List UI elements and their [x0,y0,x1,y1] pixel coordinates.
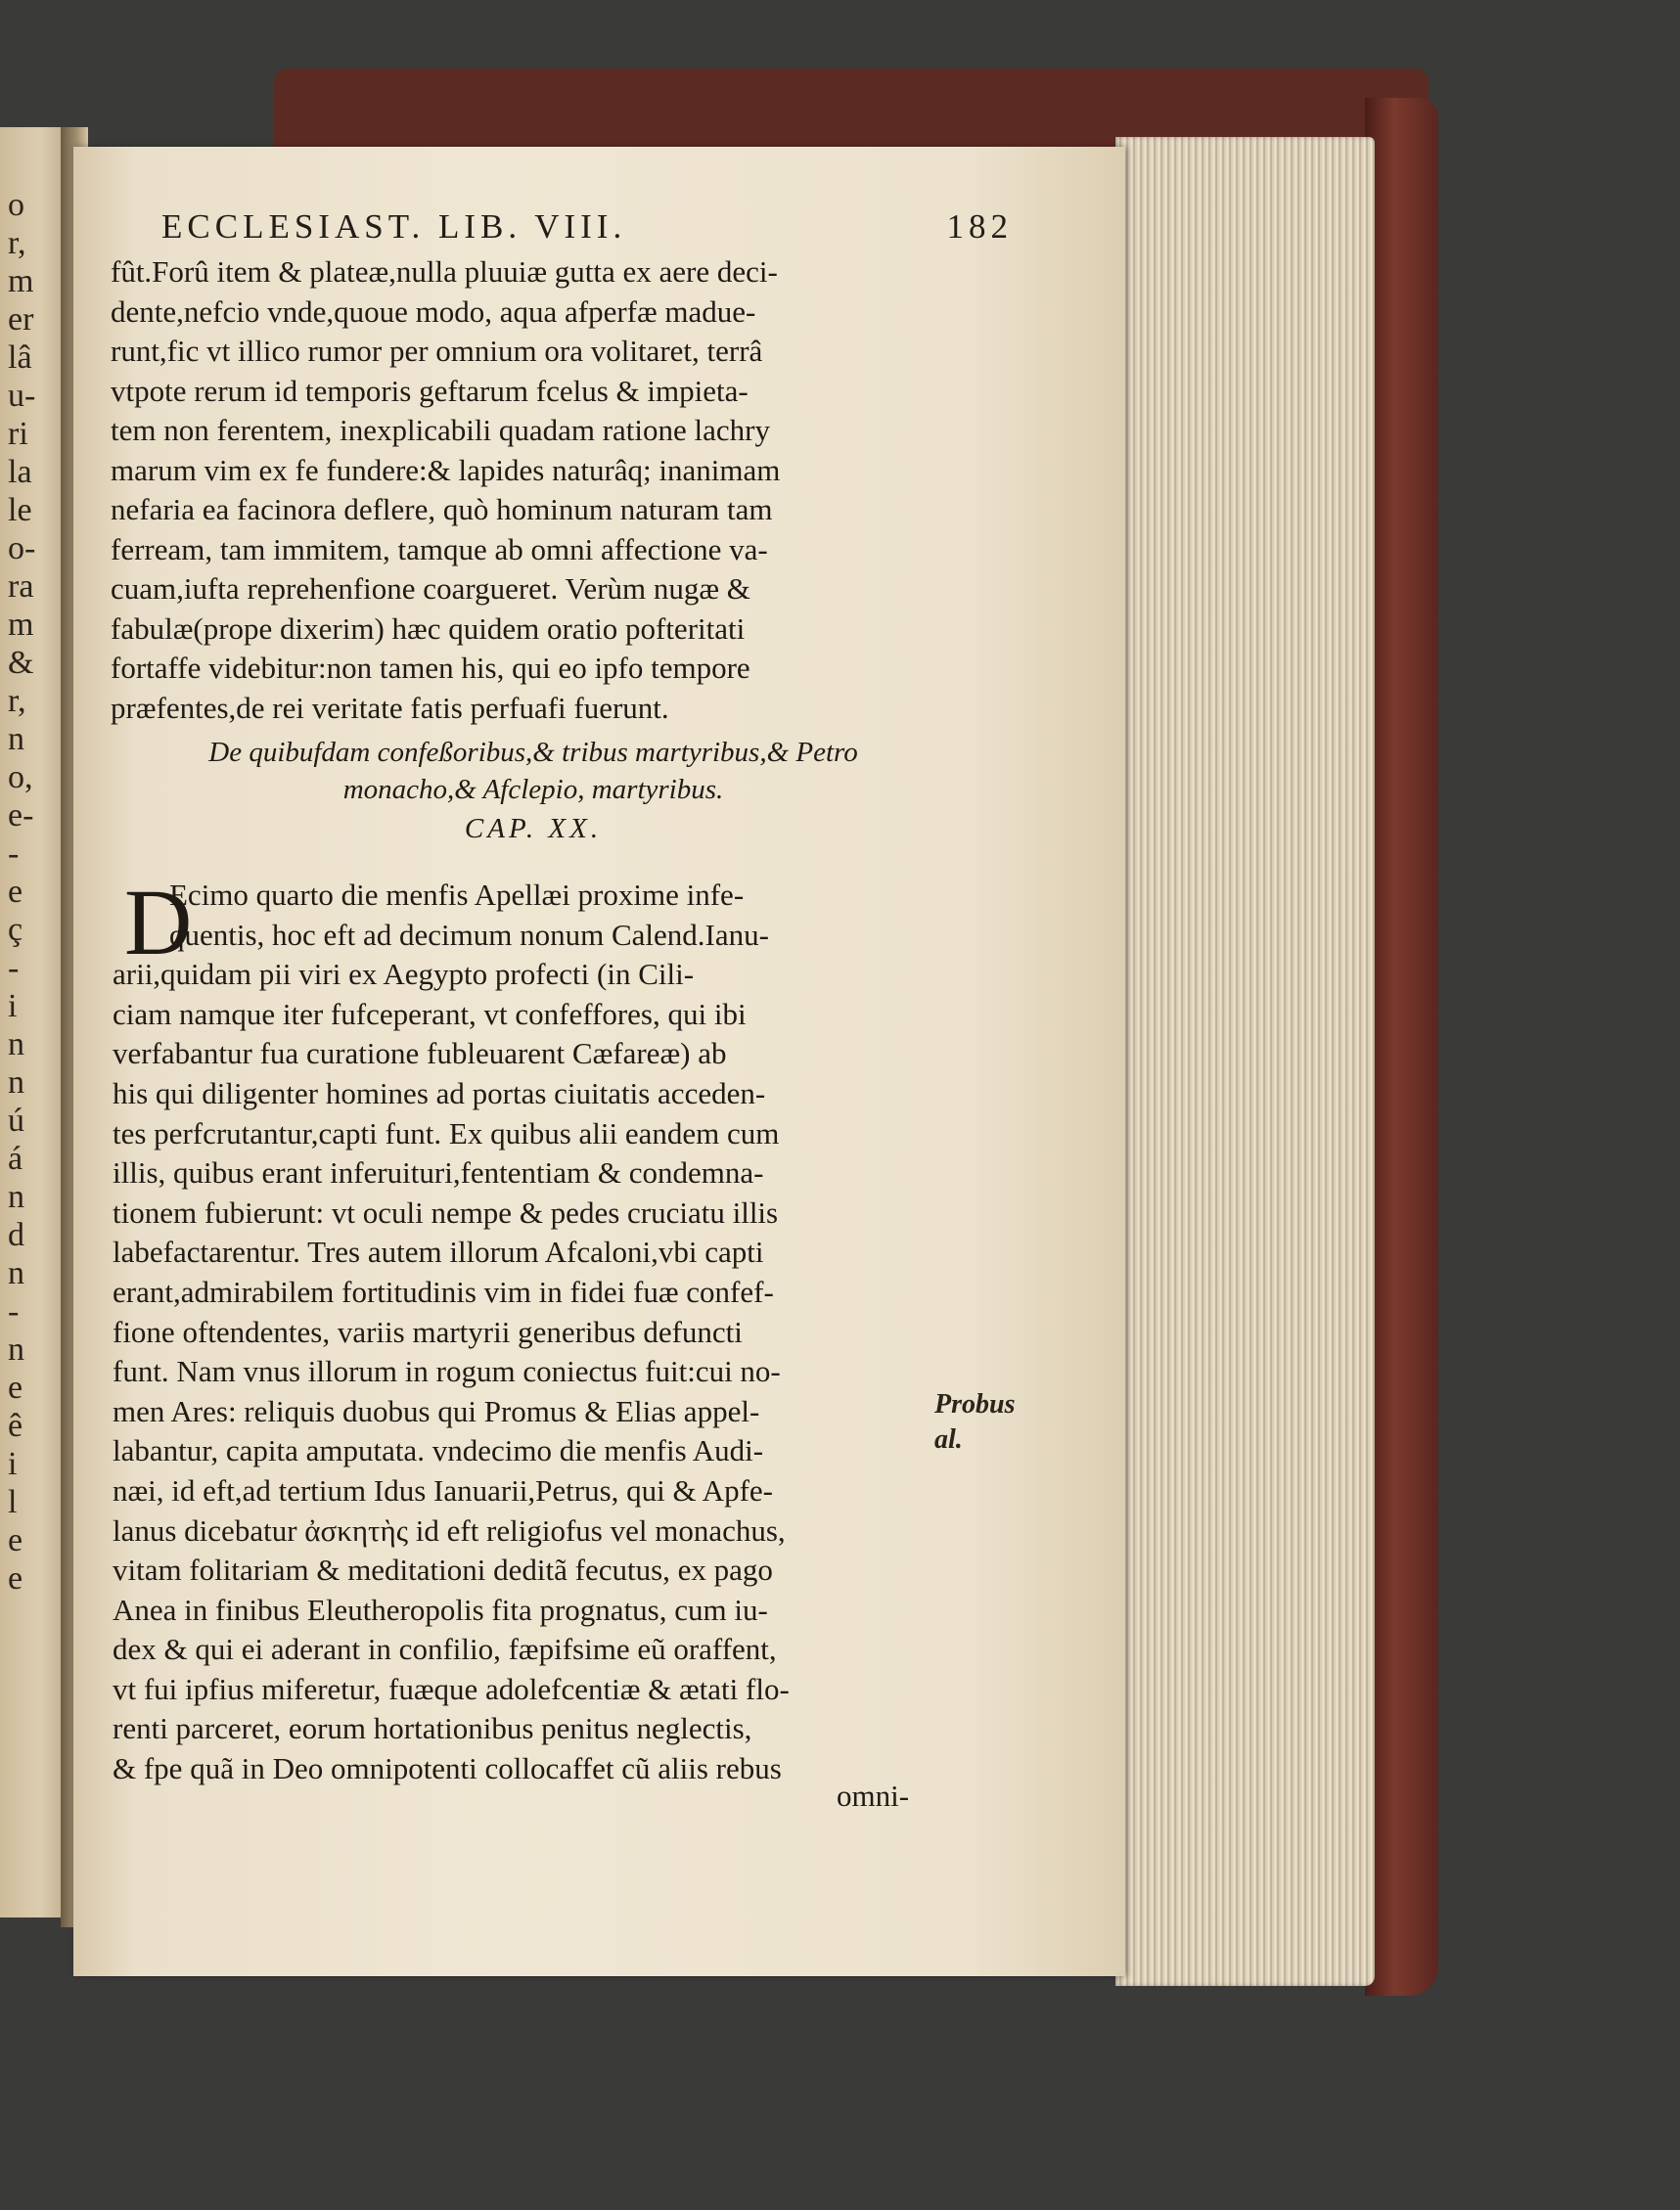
text-line: vitam folitariam & meditationi deditã fecutus, ex pago [113,1553,773,1588]
facing-page-text-fragment: le [8,492,32,528]
book-cover-top [274,68,1429,147]
facing-page-text-fragment: o [8,187,24,223]
text-line: fût.Forû item & plateæ,nulla pluuiæ gutta ex aere deci- [111,254,778,289]
text-line: Ecimo quarto die menfis Apellæi proxime infe- [169,878,745,912]
facing-page-text-fragment: - [8,950,20,986]
running-head [161,207,1013,247]
text-line: dex & qui ei aderant in confilio, fæpifsime eũ oraffent, [113,1632,777,1667]
facing-page-text-fragment: m [8,607,34,643]
text-line: tionem fubierunt: vt oculi nempe & pedes cruciatu illis [113,1195,779,1230]
text-line: lanus dicebatur ἀσκητὴς id eft religiofus vel monachus, [113,1512,786,1548]
drop-cap: D [124,870,193,974]
facing-page-text-fragment: ç [8,912,23,948]
facing-page-text-fragment: - [8,835,20,872]
text-line: funt. Nam vnus illorum in rogum coniectus fuit:cui no- [113,1354,781,1389]
text-line: Anea in finibus Eleutheropolis fita prognatus, cum iu- [113,1592,768,1627]
text-line: erant,admirabilem fortitudinis vim in fidei fuæ confef- [113,1274,774,1309]
facing-page-text-fragment: & [8,645,34,681]
text-line: næi, id eft,ad tertium Idus Ianuarii,Petrus, qui & Apfe- [113,1472,773,1508]
facing-page-text-fragment: n [8,1331,24,1368]
text-line: verfabantur fua curatione fubleuarent Cæfareæ) ab [113,1036,727,1071]
text-line: fortaffe videbitur:non tamen his, qui eo ipfo tempore [111,651,750,685]
marginal-note-line: al. [934,1424,963,1455]
chapter-heading-line: monacho,& Afclepio, martyribus. [342,774,724,805]
facing-page-text-fragment: n [8,1255,24,1291]
facing-page-text-fragment: ê [8,1408,23,1444]
facing-page-text-fragment: e- [8,797,34,834]
facing-page-text-fragment: er [8,301,34,338]
chapter-heading [113,734,954,808]
facing-page-text-fragment: i [8,1446,18,1482]
facing-page-text-fragment: ra [8,568,34,605]
facing-page-text-fragment: e [8,874,23,910]
page-edges [1115,137,1375,1986]
text-line: illis, quibus erant inferuituri,fententiam & condemna- [113,1155,764,1191]
book-page [73,147,1125,1976]
facing-page-text-fragment: ri [8,416,28,452]
catchword: omni- [837,1779,910,1813]
marginal-note [934,1387,1015,1458]
marginal-note-line: Probus [934,1389,1016,1420]
facing-page-text-fragment: e [8,1370,23,1406]
text-line: labantur, capita amputata. vndecimo die menfis Audi- [113,1433,764,1468]
text-line: tes perfcrutantur,capti funt. Ex quibus alii eandem cum [113,1115,780,1150]
facing-page-text-fragment: o, [8,759,33,795]
facing-page-text-fragment: u- [8,378,36,414]
facing-page-text-fragment: - [8,1293,20,1330]
text-line: præfentes,de rei veritate fatis perfuafi fuerunt. [111,690,669,725]
text-line: labefactarentur. Tres autem illorum Afcaloni,vbi capti [113,1235,764,1270]
text-line: arii,quidam pii viri ex Aegypto profecti (in Cili- [113,957,695,992]
facing-page-text-fragment: r, [8,225,26,261]
facing-page-text-fragment: á [8,1141,23,1177]
facing-page-text-fragment: o- [8,530,36,566]
text-line: vtpote rerum id temporis geftarum fcelus & impieta- [111,373,749,408]
text-line: runt,fic vt illico rumor per omnium ora volitaret, terrâ [111,334,763,368]
page-number: 182 [946,207,1013,246]
chapter-paragraph [113,870,954,1789]
text-line: dente,nefcio vnde,quoue modo, aqua afperfæ madue- [111,293,756,329]
text-line: fione oftendentes, variis martyrii generibus defuncti [113,1314,743,1349]
text-line: ferream, tam immitem, tamque ab omni affectione va- [111,531,768,566]
facing-page-text-fragment: d [8,1217,24,1253]
facing-page-text-fragment: r, [8,683,26,719]
running-head-title: ECCLESIAST. LIB. VIII. [161,207,627,246]
facing-page-text-fragment: i [8,988,18,1024]
text-line: men Ares: reliquis duobus qui Promus & Elias appel- [113,1393,760,1428]
text-line: & fpe quã in Deo omnipotenti collocaffet cũ aliis rebus [113,1751,782,1786]
text-line: his qui diligenter homines ad portas ciuitatis acceden- [113,1075,766,1110]
text-line: vt fui ipfius miferetur, fuæque adolefcentiæ & ætati flo- [113,1671,790,1706]
book-cover-spine-edge [1365,98,1438,1996]
facing-page-text-fragment: e [8,1560,23,1597]
facing-page-text-fragment: m [8,263,34,299]
text-line: ciam namque iter fufceperant, vt confeffores, qui ibi [113,996,747,1031]
facing-page-text-fragment: n [8,721,24,757]
text-line: fabulæ(prope dixerim) hæc quidem oratio pofteritati [111,610,746,646]
text-line: quentis, hoc eft ad decimum nonum Calend.Ianu- [169,917,769,952]
chapter-heading-line: De quibufdam confeßoribus,& tribus martyribus,& Petro [208,737,858,768]
paragraph-continued [111,252,952,728]
chapter-number: CAP. XX. [464,813,603,844]
text-line: renti parceret, eorum hortationibus penitus neglectis, [113,1711,752,1746]
facing-page-text-fragment: la [8,454,32,490]
facing-page-text-fragment: e [8,1522,23,1558]
facing-page-text-fragment: l [8,1484,18,1520]
facing-page-text-fragment: ú [8,1103,24,1139]
text-line: marum vim ex fe fundere:& lapides naturâq; inanimam [111,452,781,487]
text-line: tem non ferentem, inexplicabili quadam ratione lachry [111,413,770,447]
facing-page-text-fragment: lâ [8,339,32,376]
facing-page-text-fragment: n [8,1064,24,1101]
text-line: nefaria ea facinora deflere, quò hominum naturam tam [111,492,773,526]
text-line: cuam,iufta reprehenfione coargueret. Verùm nugæ & [111,571,750,606]
facing-page-text-fragment: n [8,1179,24,1215]
facing-page-text-fragment: n [8,1026,24,1062]
